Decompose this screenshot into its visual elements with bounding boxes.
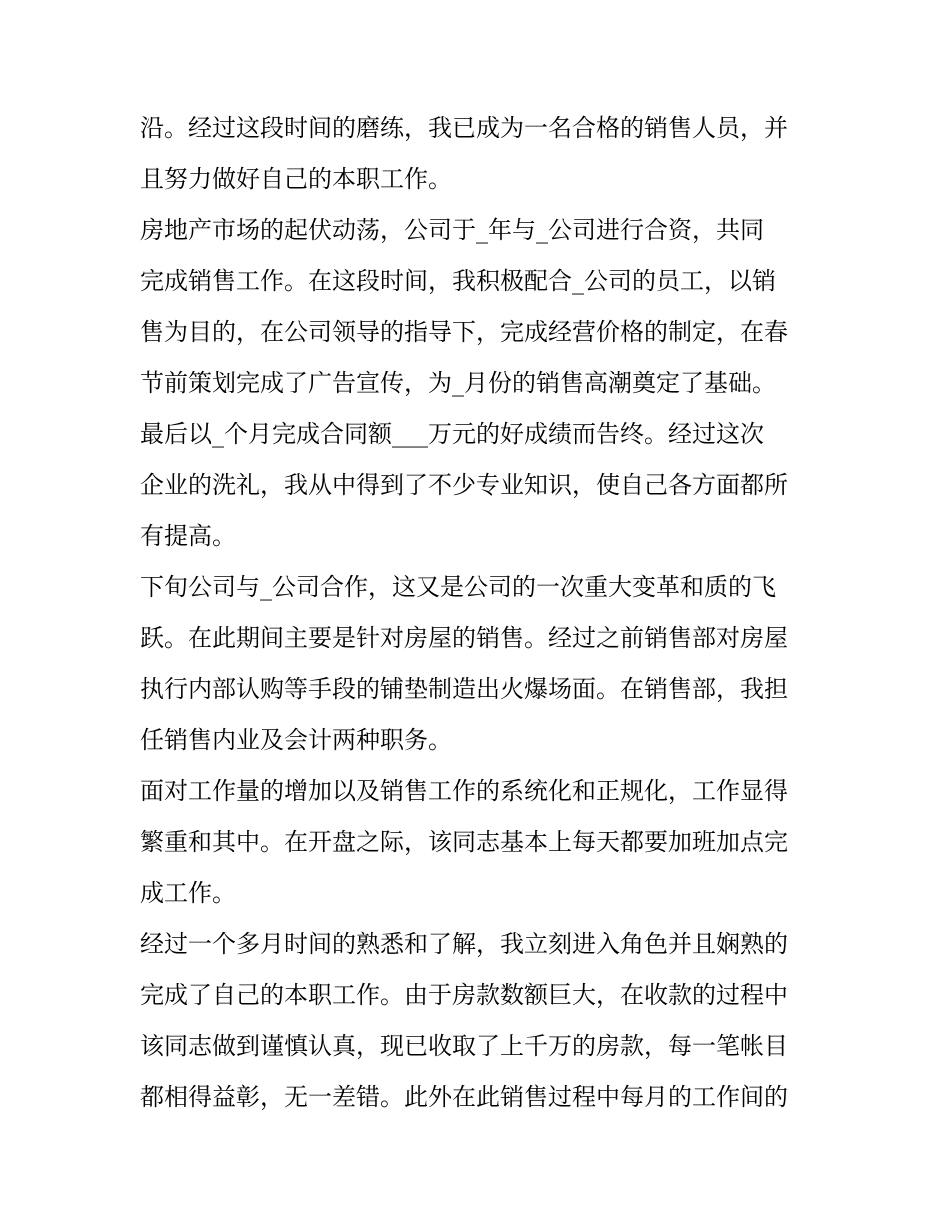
text-line: 且努力做好自己的本职工作。: [140, 165, 452, 193]
text-line: 完成销售工作。在这段时间，我积极配合_公司的员工，以销: [140, 267, 776, 295]
text-line: 房地产市场的起伏动荡，公司于_年与_公司进行合资，共同: [140, 216, 764, 244]
text-line: 跃。在此期间主要是针对房屋的销售。经过之前销售部对房屋: [140, 624, 788, 652]
text-line: 繁重和其中。在开盘之际，该同志基本上每天都要加班加点完: [140, 828, 788, 856]
text-line: 任销售内业及会计两种职务。: [140, 726, 452, 754]
text-line: 下旬公司与_公司合作，这又是公司的一次重大变革和质的飞: [140, 573, 776, 601]
document-body: [140, 103, 815, 1123]
text-line: 完成了自己的本职工作。由于房款数额巨大，在收款的过程中: [140, 981, 788, 1009]
text-line: 执行内部认购等手段的铺垫制造出火爆场面。在销售部，我担: [140, 675, 788, 703]
text-line: 节前策划完成了广告宣传，为_月份的销售高潮奠定了基础。: [140, 369, 776, 397]
text-line: 售为目的，在公司领导的指导下，完成经营价格的制定，在春: [140, 318, 788, 346]
text-line: 经过一个多月时间的熟悉和了解，我立刻进入角色并且娴熟的: [140, 930, 788, 958]
text-line: 沿。经过这段时间的磨练，我已成为一名合格的销售人员，并: [140, 114, 788, 142]
text-line: 面对工作量的增加以及销售工作的系统化和正规化，工作显得: [140, 777, 788, 805]
text-line: 都相得益彰，无一差错。此外在此销售过程中每月的工作间的: [140, 1083, 788, 1111]
text-line: 企业的洗礼，我从中得到了不少专业知识，使自己各方面都所: [140, 471, 788, 499]
text-line: 成工作。: [140, 879, 236, 907]
text-line: 该同志做到谨慎认真，现已收取了上千万的房款，每一笔帐目: [140, 1032, 788, 1060]
text-line: 有提高。: [140, 522, 236, 550]
text-line: 最后以_个月完成合同额___万元的好成绩而告终。经过这次: [140, 420, 764, 448]
